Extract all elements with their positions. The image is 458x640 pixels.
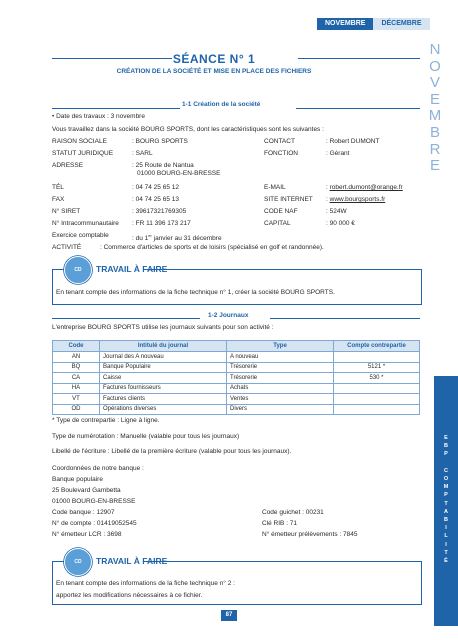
- col-code-header: Code: [53, 341, 100, 352]
- task1-text: En tenant compte des informations de la fiche technique n° 1, créer la société BOURG SPORTS.: [56, 289, 335, 296]
- capital-value: : 90 000 €: [326, 220, 355, 227]
- bank-city: 01000 BOURG-EN-BRESSE: [52, 498, 136, 505]
- email-link[interactable]: robert.dumont@orange.fr: [329, 184, 403, 191]
- email-label: E-MAIL: [264, 184, 286, 191]
- adresse-line1: : 25 Route de Nantua: [132, 162, 194, 169]
- site-label: SITE INTERNET: [264, 196, 313, 203]
- contact-label: CONTACT: [264, 138, 295, 145]
- tel-value: : 04 74 25 65 12: [132, 184, 179, 191]
- site-row: [326, 196, 385, 204]
- side-month-letter: M: [428, 107, 442, 125]
- side-band-letter: B: [444, 517, 448, 524]
- cell-code: VT: [53, 394, 100, 405]
- emetteur-lcr: N° émetteur LCR : 3698: [52, 531, 122, 538]
- seance-title: SÉANCE N° 1: [172, 52, 256, 66]
- journals-table: [52, 340, 420, 415]
- side-month-label: [425, 42, 445, 175]
- cell-intitule: Banque Populaire: [100, 362, 227, 373]
- adresse-label: ADRESSE: [52, 162, 84, 169]
- fax-label: FAX: [52, 196, 65, 203]
- naf-label: CODE NAF: [264, 208, 298, 215]
- task1-title: TRAVAIL À FAIRE: [96, 264, 168, 274]
- section1-rule-left: [52, 108, 180, 109]
- cell-type: Trésorerie: [227, 362, 334, 373]
- section1-title: 1-1 Création de la société: [182, 101, 261, 108]
- adresse-line2: 01000 BOURG-EN-BRESSE: [137, 170, 221, 177]
- task1-box: [52, 269, 422, 305]
- tab-novembre: NOVEMBRE: [317, 18, 373, 30]
- exercice-sup: er: [148, 233, 152, 238]
- side-month-letter: E: [429, 157, 440, 175]
- table-footnote: * Type de contrepartie : Ligne à ligne.: [52, 417, 160, 424]
- side-band-letter: É: [444, 558, 448, 565]
- cell-code: HA: [53, 383, 100, 394]
- journaux-intro: L'entreprise BOURG SPORTS utilise les journaux suivants pour son activité :: [52, 324, 274, 331]
- siret-value: : 39617321769305: [132, 208, 187, 215]
- table-row: [53, 373, 420, 384]
- col-intitule-header: Intitulé du journal: [100, 341, 227, 352]
- siret-label: N° SIRET: [52, 208, 81, 215]
- side-band-letter: O: [443, 476, 449, 483]
- libelle-info: Libellé de l'écriture : Libellé de la première écriture (valable pour tous les journaux).: [52, 448, 292, 455]
- fonction-value: : Gérant: [326, 150, 350, 157]
- col-contrepartie-header: Compte contrepartie: [334, 341, 420, 352]
- cell-type: Ventes: [227, 394, 334, 405]
- activite-label: ACTIVITÉ: [52, 244, 82, 251]
- cell-contrepartie: [334, 383, 420, 394]
- side-band-letter: P: [444, 451, 448, 458]
- bank-street: 25 Boulevard Gambetta: [52, 487, 121, 494]
- exercice-value: [132, 232, 222, 243]
- month-tabs: [317, 18, 430, 30]
- cell-intitule: Opérations diverses: [100, 404, 227, 415]
- exercice-pre: : du 1: [132, 235, 149, 243]
- side-month-letter: O: [429, 57, 441, 75]
- side-band-letter: [434, 459, 458, 467]
- fonction-label: FONCTION: [264, 150, 298, 157]
- cell-contrepartie: 5121 *: [334, 362, 420, 373]
- email-row: [326, 184, 403, 192]
- section2-rule-left: [52, 318, 200, 319]
- raison-label: RAISON SOCIALE: [52, 138, 107, 145]
- table-row: [53, 394, 420, 405]
- company-intro: Vous travaillez dans la société BOURG SPORTS, dont les caractéristiques sont les suivantes :: [52, 126, 324, 133]
- section1-rule-right: [296, 108, 420, 109]
- cell-type: A nouveau: [227, 352, 334, 363]
- raison-value: : BOURG SPORTS: [132, 138, 188, 145]
- cd-icon: CD: [64, 548, 92, 576]
- cell-intitule: Caisse: [100, 373, 227, 384]
- site-prefix: :: [326, 196, 330, 203]
- task2-line2: apportez les modifications nécessaires à ce fichier.: [56, 592, 203, 599]
- code-guichet: Code guichet : 00231: [262, 509, 324, 516]
- task2-title: TRAVAIL À FAIRE: [96, 556, 168, 566]
- side-month-letter: E: [429, 90, 440, 108]
- cell-code: AN: [53, 352, 100, 363]
- work-date: • Date des travaux : 3 novembre: [52, 113, 145, 120]
- side-month-letter: R: [429, 140, 441, 158]
- side-band-letter: L: [444, 533, 448, 540]
- statut-label: STATUT JURIDIQUE: [52, 150, 114, 157]
- table-row: [53, 352, 420, 363]
- cell-intitule: Journal des A nouveau: [100, 352, 227, 363]
- cell-contrepartie: 530 *: [334, 373, 420, 384]
- email-prefix: :: [326, 184, 330, 191]
- cell-contrepartie: [334, 352, 420, 363]
- side-band-label: [434, 434, 458, 565]
- side-band-letter: E: [444, 435, 448, 441]
- cell-code: BQ: [53, 362, 100, 373]
- side-band-letter: A: [444, 508, 448, 515]
- seance-subtitle: CRÉATION DE LA SOCIÉTÉ ET MISE EN PLACE DES FICHIERS: [116, 68, 312, 75]
- side-month-letter: N: [429, 41, 441, 58]
- cell-code: OD: [53, 404, 100, 415]
- task2-line1: En tenant compte des informations de la fiche technique n° 2 :: [56, 580, 235, 587]
- side-band-letter: T: [444, 549, 448, 556]
- side-band-letter: C: [444, 467, 448, 474]
- cell-intitule: Factures clients: [100, 394, 227, 405]
- tva-value: : FR 11 396 173 217: [132, 220, 191, 227]
- fax-value: : 04 74 25 65 13: [132, 196, 179, 203]
- code-banque: Code banque : 12907: [52, 509, 115, 516]
- capital-label: CAPITAL: [264, 220, 291, 227]
- exercice-label: Exercice comptable: [52, 232, 109, 239]
- side-band-letter: P: [444, 492, 448, 499]
- bank-title: Coordonnées de notre banque :: [52, 465, 144, 472]
- side-band-letter: I: [445, 541, 447, 548]
- side-month-letter: B: [429, 123, 440, 141]
- table-row: [53, 362, 420, 373]
- cell-intitule: Factures fournisseurs: [100, 383, 227, 394]
- contact-value: : Robert DUMONT: [326, 138, 380, 145]
- table-header-row: [53, 341, 420, 352]
- activite-value: : Commerce d'articles de sports et de loisirs (spécialisé en golf et randonnée).: [100, 244, 324, 251]
- tab-decembre: DÉCEMBRE: [373, 18, 429, 30]
- col-type-header: Type: [227, 341, 334, 352]
- side-band-letter: M: [443, 484, 449, 491]
- section2-rule-right: [270, 318, 420, 319]
- cell-type: Divers: [227, 404, 334, 415]
- cle-rib: Clé RIB : 71: [262, 520, 298, 527]
- tva-label: N° Intracommunautaire: [52, 220, 119, 227]
- side-band-letter: T: [444, 500, 448, 507]
- cell-type: Trésorerie: [227, 373, 334, 384]
- website-link[interactable]: www.bourgsports.fr: [329, 196, 386, 203]
- cell-contrepartie: [334, 404, 420, 415]
- statut-value: : SARL: [132, 150, 153, 157]
- section2-title: 1-2 Journaux: [208, 312, 249, 319]
- cd-icon: CD: [64, 256, 92, 284]
- cell-type: Achats: [227, 383, 334, 394]
- table-row: [53, 404, 420, 415]
- num-compte: N° de compte : 01419052545: [52, 520, 137, 527]
- cell-code: CA: [53, 373, 100, 384]
- side-band-letter: B: [444, 443, 448, 450]
- emetteur-prelevements: N° émetteur prélèvements : 7845: [262, 531, 358, 538]
- side-month-letter: V: [429, 74, 440, 92]
- tel-label: TÉL: [52, 184, 64, 191]
- bank-name: Banque populaire: [52, 476, 103, 483]
- page-number: 87: [221, 610, 237, 621]
- table-row: [53, 383, 420, 394]
- numerotation-info: Type de numérotation : Manuelle (valable pour tous les journaux): [52, 433, 240, 440]
- exercice-post: janvier au 31 décembre: [151, 235, 222, 243]
- side-band-letter: I: [445, 525, 447, 532]
- naf-value: : 524W: [326, 208, 347, 215]
- cell-contrepartie: [334, 394, 420, 405]
